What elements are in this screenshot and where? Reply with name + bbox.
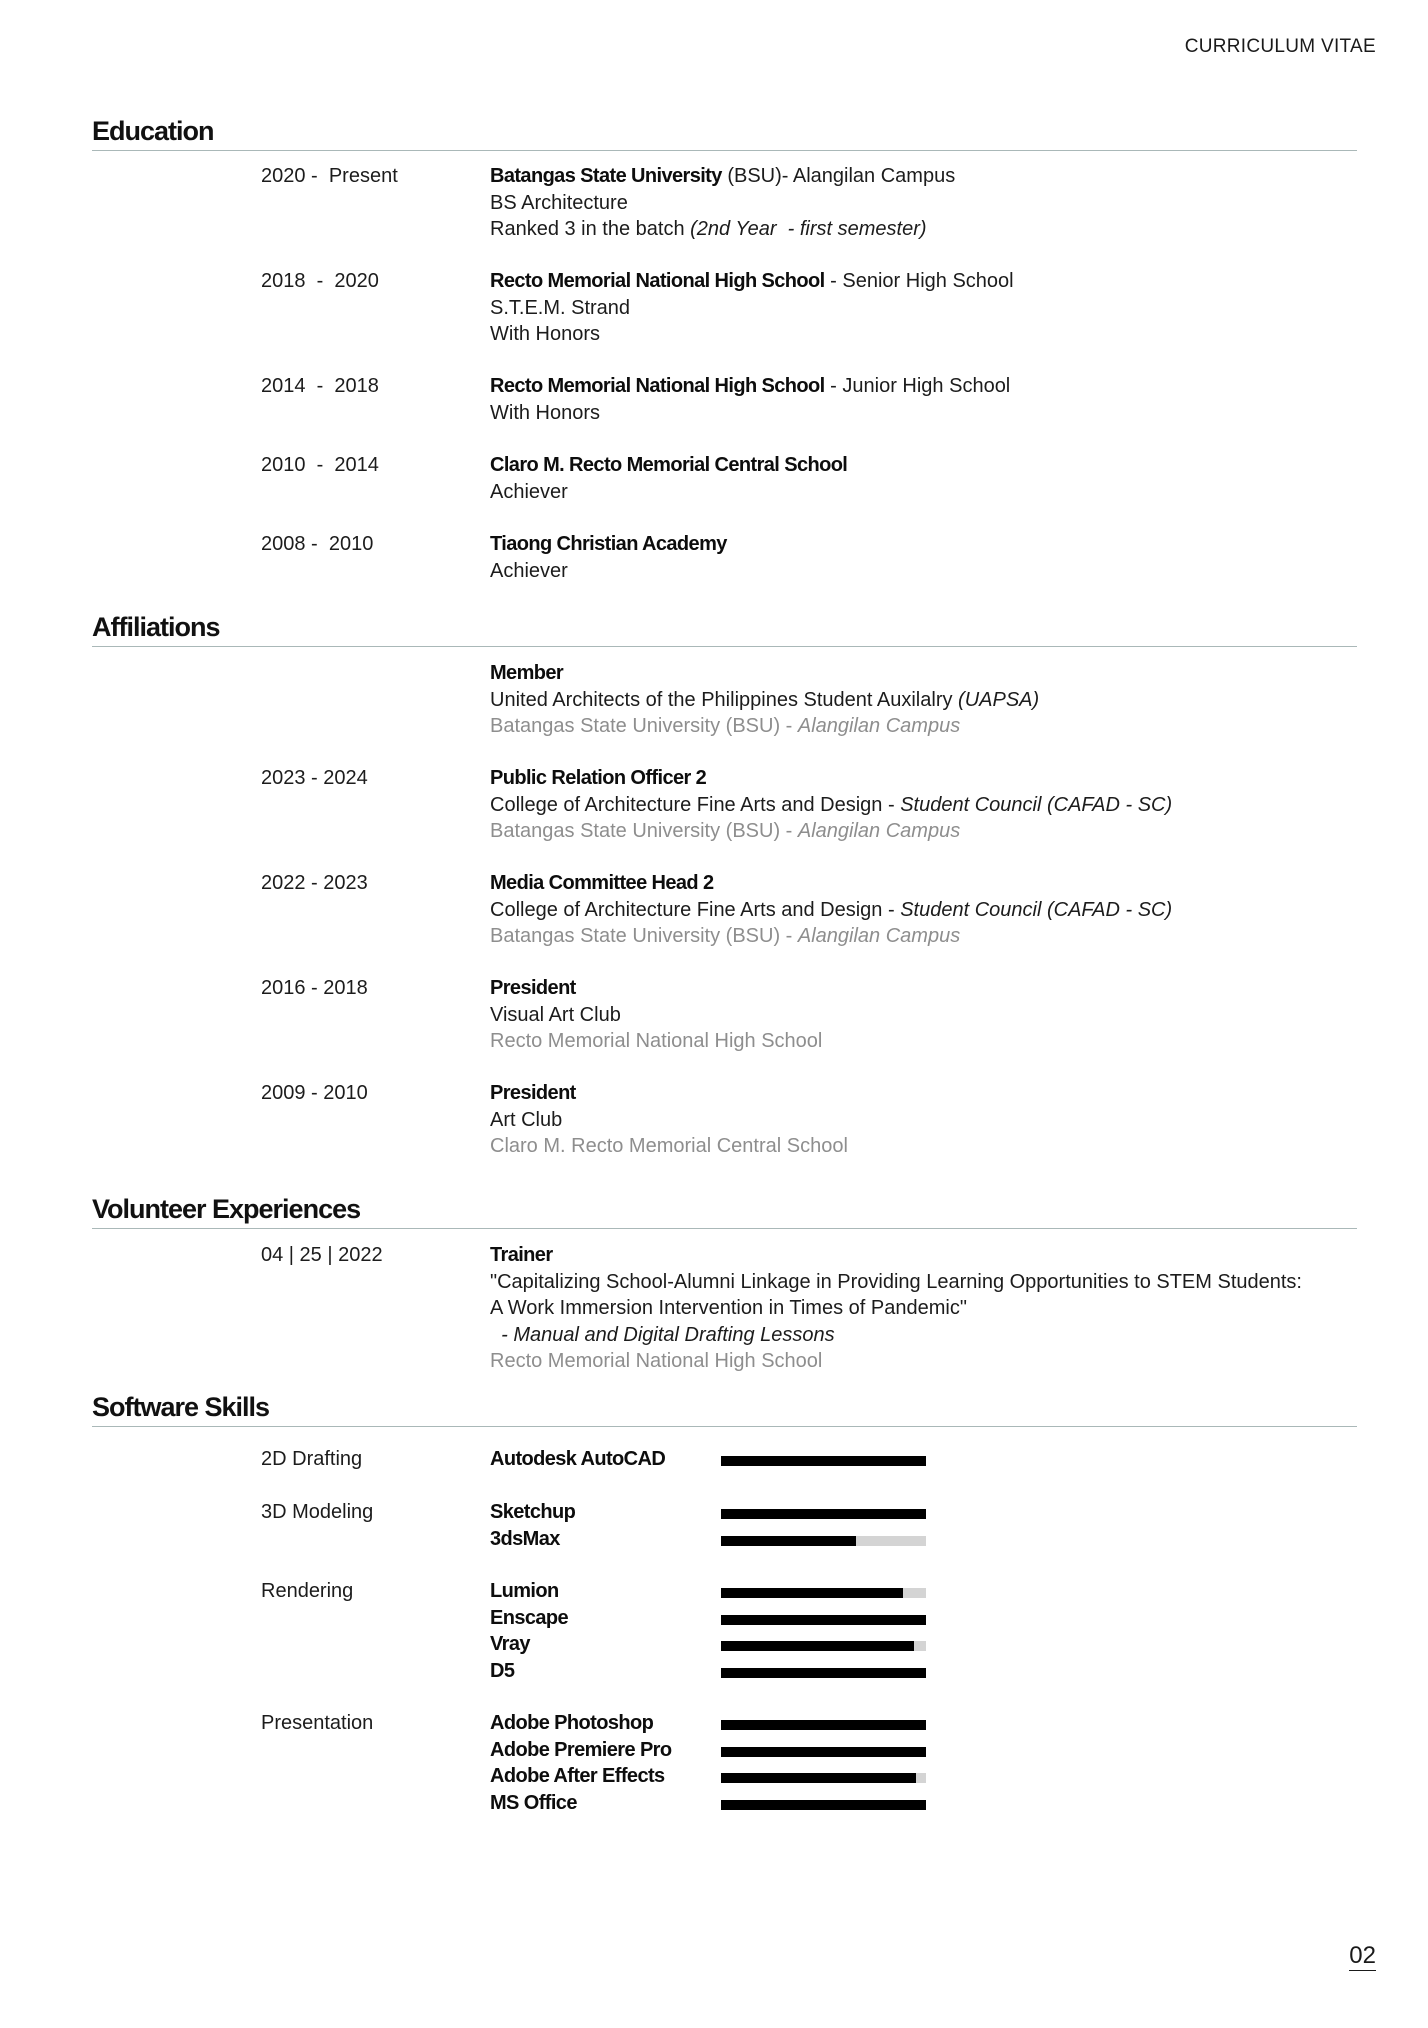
skill-level-fill — [721, 1615, 926, 1625]
text-segment: Media Committee Head 2 — [490, 872, 714, 894]
page-number: 02 — [1349, 1942, 1376, 1969]
entry-line — [490, 1080, 1370, 1107]
text-segment: Batangas State University (BSU) - — [490, 715, 798, 737]
skill-level-bar — [721, 1536, 926, 1546]
entry-date: 2009 - 2010 — [261, 1082, 368, 1104]
skill-level-bar — [721, 1615, 926, 1625]
text-segment: Recto Memorial National High School — [490, 1030, 823, 1052]
entry-line — [490, 1322, 1370, 1349]
text-segment: President — [490, 1082, 576, 1104]
entry-body — [490, 870, 1370, 950]
skill-level-fill — [721, 1509, 926, 1519]
text-segment: Alangilan Campus — [797, 925, 961, 947]
text-segment: Claro M. Recto Memorial Central School — [490, 1135, 848, 1157]
entry-line — [490, 713, 1370, 740]
entry-line — [490, 687, 1370, 714]
entry-line — [490, 400, 1370, 427]
entry-date: 2023 - 2024 — [261, 767, 368, 789]
text-segment: Visual Art Club — [490, 1003, 621, 1026]
entry-line — [490, 373, 1370, 400]
skill-name: Adobe Photoshop — [490, 1712, 654, 1734]
entry-line — [490, 321, 1370, 348]
skill-level-bar — [721, 1456, 926, 1466]
entry-line — [490, 1002, 1370, 1029]
entry-line — [490, 1242, 1370, 1269]
skill-level-fill — [721, 1668, 926, 1678]
entry-line — [490, 1107, 1370, 1134]
entry-date: 04 | 25 | 2022 — [261, 1244, 383, 1266]
text-segment: Art Club — [490, 1108, 563, 1131]
text-segment: Student Council (CAFAD - SC) — [900, 793, 1173, 816]
skill-category: Rendering — [261, 1580, 354, 1602]
skill-name: 3dsMax — [490, 1527, 560, 1550]
entry-date: 2010 - 2014 — [261, 454, 379, 476]
entry-line — [490, 870, 1370, 897]
entry-date: 2014 - 2018 — [261, 375, 379, 397]
entry-body — [490, 373, 1370, 426]
entry-line — [490, 897, 1370, 924]
text-segment: Ranked 3 in the batch — [490, 218, 691, 240]
skill-level-bar — [721, 1720, 926, 1730]
skill-row — [0, 1526, 1428, 1553]
skill-category: 3D Modeling — [261, 1501, 374, 1523]
text-segment: A Work Immersion Intervention in Times of Pandemic" — [490, 1297, 967, 1319]
entry-line — [490, 792, 1370, 819]
text-segment: Student Council (CAFAD - SC) — [900, 898, 1173, 921]
skill-row — [0, 1578, 1428, 1605]
entry-line — [490, 1295, 1370, 1322]
entry-date: 2016 - 2018 — [261, 977, 368, 999]
skill-level-fill — [721, 1456, 926, 1466]
skill-level-bar — [721, 1747, 926, 1757]
entry-body — [490, 765, 1370, 845]
entry-date: 2022 - 2023 — [261, 872, 368, 894]
entry-line — [490, 923, 1370, 950]
entry-body — [490, 268, 1370, 348]
text-segment: President — [490, 977, 576, 999]
text-segment: Batangas State University (BSU) - — [490, 820, 798, 842]
skill-row — [0, 1446, 1428, 1473]
text-segment: BS Architecture — [490, 191, 628, 214]
skill-level-fill — [721, 1773, 916, 1783]
text-segment: Recto Memorial National High School — [490, 1350, 823, 1372]
entry-body — [490, 660, 1370, 740]
education-heading: Education — [92, 116, 1357, 151]
skill-level-bar — [721, 1588, 926, 1598]
text-segment: Trainer — [490, 1244, 553, 1266]
skill-name: MS Office — [490, 1791, 577, 1814]
text-segment: With Honors — [490, 323, 601, 345]
text-segment: United Architects of the Philippines Student Auxilalry — [490, 688, 959, 711]
entry-line — [490, 1028, 1370, 1055]
skill-level-bar — [721, 1668, 926, 1678]
text-segment: College of Architecture Fine Arts and Design - — [490, 898, 901, 921]
skill-name: Adobe After Effects — [490, 1765, 665, 1787]
text-segment: - Senior High School — [824, 270, 1014, 292]
skill-category: 2D Drafting — [261, 1448, 363, 1470]
text-segment: - Junior High School — [824, 375, 1011, 397]
text-segment: Alangilan Campus — [797, 715, 961, 737]
entry-line — [490, 452, 1370, 479]
entry-line — [490, 268, 1370, 295]
entry-line — [490, 163, 1370, 190]
entry-line — [490, 479, 1370, 506]
skill-level-bar — [721, 1641, 926, 1651]
skill-row — [0, 1790, 1428, 1817]
entry-date: 2018 - 2020 — [261, 270, 379, 292]
skill-name: Lumion — [490, 1580, 559, 1602]
skill-name: Vray — [490, 1633, 530, 1655]
entry-line — [490, 818, 1370, 845]
skill-level-fill — [721, 1747, 926, 1757]
skill-level-bar — [721, 1509, 926, 1519]
text-segment: Tiaong Christian Academy — [490, 533, 727, 555]
entry-line — [490, 765, 1370, 792]
text-segment: With Honors — [490, 401, 601, 424]
text-segment: Claro M. Recto Memorial Central School — [490, 454, 848, 476]
skill-level-fill — [721, 1588, 903, 1598]
skill-row — [0, 1631, 1428, 1658]
skill-level-bar — [721, 1773, 926, 1783]
skill-level-fill — [721, 1536, 856, 1546]
software-heading: Software Skills — [92, 1392, 1357, 1427]
skill-level-fill — [721, 1800, 926, 1810]
skill-name: Adobe Premiere Pro — [490, 1738, 672, 1761]
text-segment: Recto Memorial National High School — [490, 375, 825, 397]
entry-line — [490, 1348, 1370, 1375]
skill-row — [0, 1737, 1428, 1764]
entry-line — [490, 558, 1370, 585]
entry-body — [490, 163, 1370, 243]
skill-name: D5 — [490, 1659, 515, 1682]
text-segment: Alangilan Campus — [797, 820, 961, 842]
skill-row — [0, 1710, 1428, 1737]
text-segment: - Manual and Digital Drafting Lessons — [490, 1323, 835, 1346]
text-segment: (BSU)- Alangilan Campus — [721, 165, 956, 187]
skill-category: Presentation — [261, 1712, 374, 1734]
skill-row — [0, 1763, 1428, 1790]
text-segment: (UAPSA) — [958, 688, 1040, 711]
text-segment: Recto Memorial National High School — [490, 270, 825, 292]
skill-level-fill — [721, 1720, 926, 1730]
entry-date: 2020 - Present — [261, 165, 398, 187]
text-segment: Achiever — [490, 559, 568, 582]
entry-body — [490, 975, 1370, 1055]
skill-row — [0, 1658, 1428, 1685]
text-segment: Member — [490, 662, 564, 684]
entry-line — [490, 1133, 1370, 1160]
affiliations-heading: Affiliations — [92, 612, 1357, 647]
skill-name: Enscape — [490, 1606, 569, 1629]
skill-name: Sketchup — [490, 1501, 576, 1523]
text-segment: (2nd Year - first semester) — [690, 218, 927, 240]
skill-row — [0, 1605, 1428, 1632]
text-segment: "Capitalizing School-Alumni Linkage in Providing Learning Opportunities to STEM Students: — [490, 1270, 1302, 1293]
entry-line — [490, 975, 1370, 1002]
entry-body — [490, 452, 1370, 505]
text-segment: Batangas State University (BSU) - — [490, 925, 798, 947]
skill-level-bar — [721, 1800, 926, 1810]
text-segment: College of Architecture Fine Arts and Design - — [490, 793, 901, 816]
text-segment: S.T.E.M. Strand — [490, 296, 631, 319]
entry-line — [490, 660, 1370, 687]
entry-line — [490, 190, 1370, 217]
skill-row — [0, 1499, 1428, 1526]
entry-line — [490, 531, 1370, 558]
entry-body — [490, 1080, 1370, 1160]
skill-name: Autodesk AutoCAD — [490, 1448, 666, 1470]
cv-header-title: CURRICULUM VITAE — [1184, 36, 1376, 57]
entry-line — [490, 295, 1370, 322]
entry-body — [490, 531, 1370, 584]
entry-body — [490, 1242, 1370, 1375]
entry-date: 2008 - 2010 — [261, 533, 374, 555]
text-segment: Achiever — [490, 480, 568, 503]
text-segment: Public Relation Officer 2 — [490, 767, 707, 789]
entry-line — [490, 216, 1370, 243]
skill-level-fill — [721, 1641, 914, 1651]
text-segment: Batangas State University — [490, 165, 722, 187]
volunteer-heading: Volunteer Experiences — [92, 1194, 1357, 1229]
entry-line — [490, 1269, 1370, 1296]
